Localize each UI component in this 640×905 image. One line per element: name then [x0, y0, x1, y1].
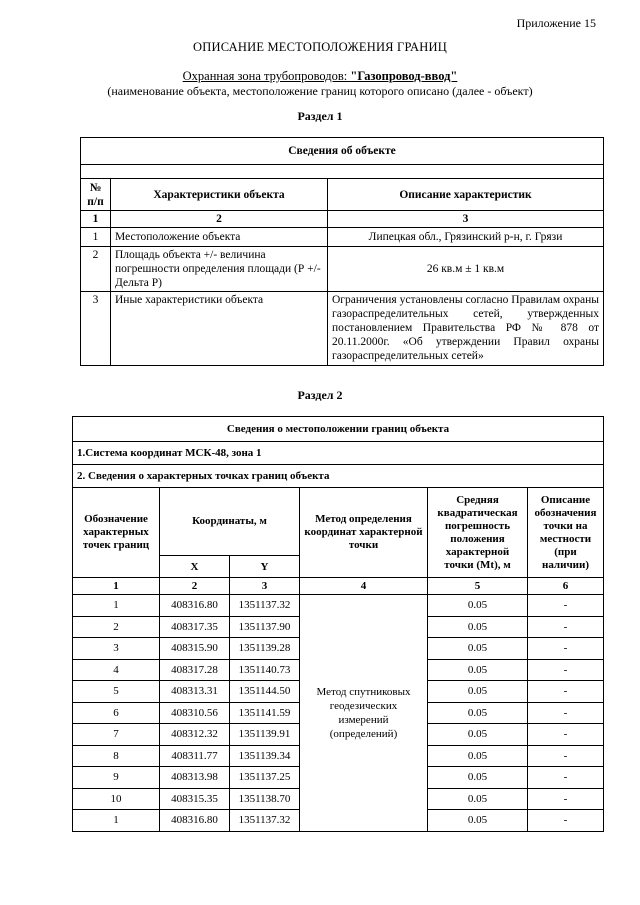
- zone-prefix: Охранная зона трубопроводов:: [182, 69, 351, 83]
- object-subject: [0, 69, 640, 84]
- coord-x: 408310.56: [160, 702, 230, 724]
- point-description: -: [528, 745, 604, 767]
- col-index: 1: [81, 211, 111, 228]
- row-number: 3: [81, 292, 111, 366]
- point-id: 10: [73, 788, 160, 810]
- coord-y: 1351144.50: [230, 681, 300, 703]
- col-index: 3: [328, 211, 604, 228]
- coord-y: 1351141.59: [230, 702, 300, 724]
- col-num-header: № п/п: [81, 179, 111, 211]
- coord-x: 408315.35: [160, 788, 230, 810]
- coord-y: 1351138.70: [230, 788, 300, 810]
- coord-x: 408312.32: [160, 724, 230, 746]
- error-value: 0.05: [428, 659, 528, 681]
- coord-x: 408316.80: [160, 810, 230, 832]
- boundary-points-table: [72, 416, 604, 832]
- spacer-row: [81, 165, 604, 179]
- table-row: [81, 247, 604, 292]
- coord-x: 408317.35: [160, 616, 230, 638]
- col-index: 2: [111, 211, 328, 228]
- document-title: ОПИСАНИЕ МЕСТОПОЛОЖЕНИЯ ГРАНИЦ: [193, 40, 447, 54]
- points-heading: 2. Сведения о характерных точках границ объекта: [73, 465, 604, 488]
- col-index: 3: [230, 578, 300, 595]
- coord-y: 1351139.91: [230, 724, 300, 746]
- table-row: [81, 292, 604, 366]
- coord-y: 1351137.32: [230, 595, 300, 617]
- section-2-title: Раздел 2: [297, 388, 343, 402]
- error-value: 0.05: [428, 745, 528, 767]
- coord-x: 408313.98: [160, 767, 230, 789]
- col-x-header: X: [160, 556, 230, 578]
- col-y-header: Y: [230, 556, 300, 578]
- col-descr-header: Описание обозначения точки на местности (при наличии): [528, 488, 604, 578]
- col-coords-header: Координаты, м: [160, 488, 300, 556]
- col-method-header: Метод определения координат характерной точки: [300, 488, 428, 578]
- point-description: -: [528, 659, 604, 681]
- coord-y: 1351137.32: [230, 810, 300, 832]
- method-cell: Метод спутниковых геодезических измерений (определений): [300, 595, 428, 832]
- col-index: 4: [300, 578, 428, 595]
- col-index: 1: [73, 578, 160, 595]
- point-description: -: [528, 788, 604, 810]
- col-index: 2: [160, 578, 230, 595]
- boundary-heading: Сведения о местоположении границ объекта: [73, 417, 604, 442]
- point-id: 9: [73, 767, 160, 789]
- coord-x: 408311.77: [160, 745, 230, 767]
- error-value: 0.05: [428, 681, 528, 703]
- error-value: 0.05: [428, 788, 528, 810]
- zone-name: "Газопровод-ввод": [350, 69, 458, 83]
- point-description: -: [528, 616, 604, 638]
- error-value: 0.05: [428, 638, 528, 660]
- point-id: 2: [73, 616, 160, 638]
- point-description: -: [528, 810, 604, 832]
- error-value: 0.05: [428, 767, 528, 789]
- point-description: -: [528, 724, 604, 746]
- row-number: 1: [81, 228, 111, 247]
- table-row: [81, 228, 604, 247]
- coord-y: 1351140.73: [230, 659, 300, 681]
- coord-y: 1351137.25: [230, 767, 300, 789]
- point-id: 1: [73, 595, 160, 617]
- characteristic-value: 26 кв.м ± 1 кв.м: [328, 247, 604, 292]
- col-index: 5: [428, 578, 528, 595]
- point-description: -: [528, 702, 604, 724]
- coord-y: 1351137.90: [230, 616, 300, 638]
- coord-y: 1351139.34: [230, 745, 300, 767]
- point-description: -: [528, 681, 604, 703]
- coord-x: 408313.31: [160, 681, 230, 703]
- object-note: (наименование объекта, местоположение границ которого описано (далее - объект): [107, 84, 533, 98]
- coord-x: 408316.80: [160, 595, 230, 617]
- object-info-table: [80, 137, 604, 366]
- error-value: 0.05: [428, 595, 528, 617]
- coord-x: 408317.28: [160, 659, 230, 681]
- error-value: 0.05: [428, 724, 528, 746]
- points-body: [73, 595, 604, 832]
- col-error-header: Средняя квадратическая погрешность положения характерной точки (Mt), м: [428, 488, 528, 578]
- point-id: 8: [73, 745, 160, 767]
- characteristic-value: Липецкая обл., Грязинский р-н, г. Грязи: [328, 228, 604, 247]
- coord-y: 1351139.28: [230, 638, 300, 660]
- col-point-header: Обозначение характерных точек границ: [73, 488, 160, 578]
- appendix-label: Приложение 15: [516, 16, 596, 30]
- table-row: [73, 595, 604, 617]
- error-value: 0.05: [428, 702, 528, 724]
- point-description: -: [528, 767, 604, 789]
- point-id: 7: [73, 724, 160, 746]
- point-description: -: [528, 595, 604, 617]
- characteristic-value: Ограничения установлены согласно Правилам охраны газораспределительных сетей, утвержденных постановлением Правительства РФ № 878 от 20.11.2000г. «Об утверждении Правил охраны газораспределительных сетей»: [328, 292, 604, 366]
- coord-x: 408315.90: [160, 638, 230, 660]
- error-value: 0.05: [428, 810, 528, 832]
- section-1-title: Раздел 1: [297, 109, 343, 123]
- characteristic-name: Местоположение объекта: [111, 228, 328, 247]
- col-char-header: Характеристики объекта: [111, 179, 328, 211]
- point-id: 5: [73, 681, 160, 703]
- point-id: 4: [73, 659, 160, 681]
- object-info-heading: Сведения об объекте: [81, 138, 604, 165]
- characteristic-name: Площадь объекта +/- величина погрешности определения площади (Р +/- Дельта Р): [111, 247, 328, 292]
- characteristic-name: Иные характеристики объекта: [111, 292, 328, 366]
- point-id: 6: [73, 702, 160, 724]
- error-value: 0.05: [428, 616, 528, 638]
- point-id: 1: [73, 810, 160, 832]
- col-desc-header: Описание характеристик: [328, 179, 604, 211]
- point-id: 3: [73, 638, 160, 660]
- coordinate-system: 1.Система координат МСК-48, зона 1: [73, 442, 604, 465]
- point-description: -: [528, 638, 604, 660]
- row-number: 2: [81, 247, 111, 292]
- col-index: 6: [528, 578, 604, 595]
